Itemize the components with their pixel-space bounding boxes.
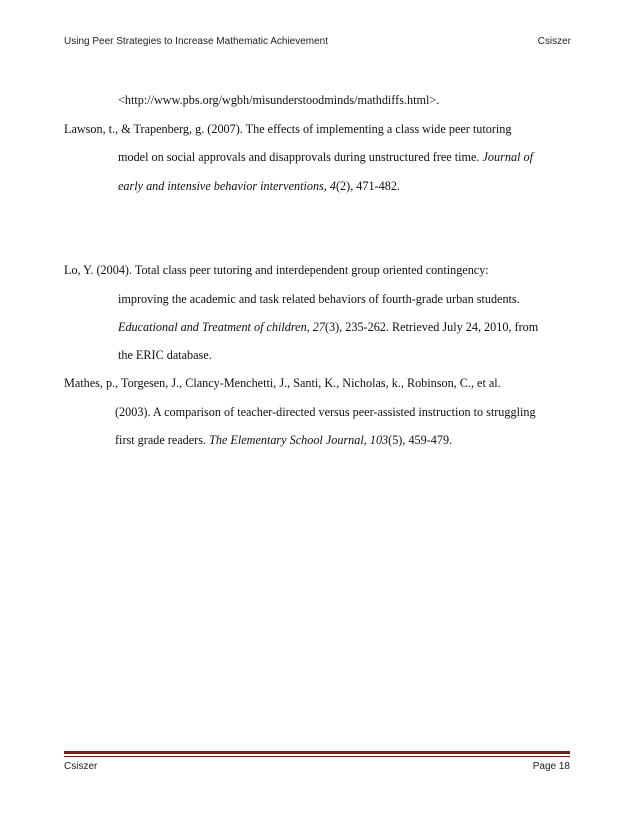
reference-lo-line-2 (118, 292, 520, 306)
footer-rule-thin (64, 756, 570, 757)
reference-journal-title: The Elementary School Journal (209, 433, 364, 447)
page-number: Page 18 (532, 761, 570, 772)
reference-text: model on social approvals and disapprovals during unstructured free time. (118, 150, 483, 164)
reference-text: Mathes, p., Torgesen, J., Clancy-Menchetti, J., Santi, K., Nicholas, k., Robinson, C., et al. (64, 376, 501, 390)
reference-lo-line-3 (118, 320, 538, 334)
reference-volume: 4 (329, 179, 336, 193)
reference-mathes-line-2 (115, 405, 536, 419)
reference-text: Lo, Y. (2004). Total class peer tutoring and interdependent group oriented contingency: (64, 263, 489, 277)
reference-lo-line-4 (118, 348, 212, 362)
reference-text: improving the academic and task related behaviors of fourth-grade urban students. (118, 292, 520, 306)
page-header (64, 36, 571, 52)
reference-url: <http://www.pbs.org/wgbh/misunderstoodminds/mathdiffs.html>. (118, 93, 440, 107)
page-footer (64, 761, 570, 777)
reference-text: Lawson, t., & Trapenberg, g. (2007). The effects of implementing a class wide peer tutoring (64, 122, 512, 136)
reference-volume: 103 (369, 433, 389, 447)
reference-mathes-line-3 (115, 433, 452, 447)
reference-lawson-line-2 (118, 150, 533, 164)
reference-journal-title: Educational and Treatment of children (118, 320, 307, 334)
reference-lo-line-1 (64, 263, 489, 277)
reference-lawson-line-1 (64, 122, 511, 136)
reference-mathes-line-1 (64, 376, 501, 390)
reference-text: first grade readers. (115, 433, 210, 447)
reference-journal-title: early and intensive behavior interventions (118, 179, 324, 193)
reference-separator: , (363, 433, 370, 447)
reference-text: the ERIC database. (118, 348, 212, 362)
header-title: Using Peer Strategies to Increase Mathematic Achievement (64, 36, 329, 47)
reference-journal-title: Journal of (482, 150, 533, 164)
reference-lawson-line-3 (118, 179, 400, 193)
reference-separator: , (323, 179, 330, 193)
reference-separator: , (306, 320, 313, 334)
reference-url-line (118, 93, 439, 107)
header-author: Csiszer (537, 36, 571, 47)
reference-text: (2003). A comparison of teacher-directed versus peer-assisted instruction to struggling (115, 405, 536, 419)
footer-author: Csiszer (64, 761, 98, 772)
reference-text: (2), 471-482. (335, 179, 400, 193)
footer-rule-thick (64, 751, 570, 754)
reference-text: (3), 235-262. Retrieved July 24, 2010, from (324, 320, 539, 334)
reference-text: (5), 459-479. (388, 433, 453, 447)
reference-volume: 27 (312, 320, 325, 334)
